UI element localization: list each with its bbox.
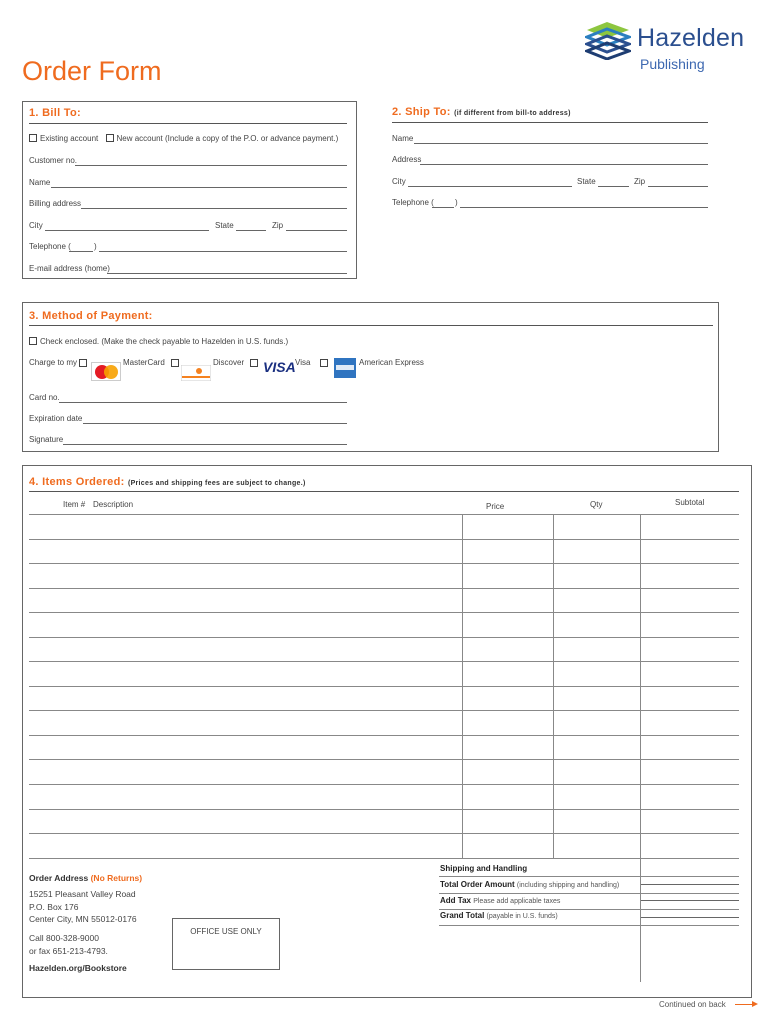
ship-state-label: State bbox=[577, 177, 596, 186]
new-account-checkbox[interactable] bbox=[106, 134, 114, 142]
shipping-label: Shipping and Handling bbox=[440, 864, 528, 873]
ship-telephone-label: Telephone ( bbox=[392, 198, 434, 207]
order-address-head: Order Address (No Returns) bbox=[29, 873, 143, 883]
discover-checkbox[interactable] bbox=[171, 359, 179, 367]
bill-state-label: State bbox=[215, 221, 234, 230]
table-row[interactable] bbox=[29, 539, 739, 540]
ship-city-label: City bbox=[392, 177, 406, 186]
bill-city-label: City bbox=[29, 221, 43, 230]
amex-label: American Express bbox=[359, 358, 424, 367]
table-row[interactable] bbox=[29, 809, 739, 810]
ship-city-field[interactable] bbox=[408, 186, 572, 187]
mastercard-label: MasterCard bbox=[123, 358, 165, 367]
ship-name-label: Name bbox=[392, 134, 414, 143]
amex-checkbox[interactable] bbox=[320, 359, 328, 367]
hazelden-logo-icon bbox=[585, 20, 631, 60]
expiration-label: Expiration date bbox=[29, 414, 83, 423]
page-title: Order Form bbox=[22, 56, 162, 86]
items-note: (Prices and shipping fees are subject to change.) bbox=[127, 480, 306, 487]
hazelden-logo bbox=[585, 18, 755, 74]
total-label: Total Order Amount (including shipping and handling) bbox=[440, 880, 620, 889]
table-row[interactable] bbox=[29, 637, 739, 638]
table-row[interactable] bbox=[29, 686, 739, 687]
table-row[interactable] bbox=[29, 858, 739, 859]
bill-telephone-label: Telephone ( bbox=[29, 242, 71, 251]
tax-field[interactable] bbox=[641, 917, 739, 918]
col-price: Price bbox=[486, 502, 505, 511]
signature-label: Signature bbox=[29, 435, 64, 444]
table-row[interactable] bbox=[29, 833, 739, 834]
bill-telephone-field[interactable] bbox=[99, 251, 347, 252]
bill-area-code-field[interactable] bbox=[69, 251, 93, 252]
table-row[interactable] bbox=[29, 661, 739, 662]
payment-heading: 3. Method of Payment: bbox=[29, 310, 153, 322]
bill-state-field[interactable] bbox=[236, 230, 266, 231]
bill-name-field[interactable] bbox=[51, 187, 347, 188]
arrow-head-icon bbox=[752, 1001, 758, 1007]
ship-state-field[interactable] bbox=[598, 186, 629, 187]
phone-text: Call 800-328-9000 bbox=[29, 933, 99, 943]
brand-sub: Publishing bbox=[640, 56, 705, 72]
visa-checkbox[interactable] bbox=[250, 359, 258, 367]
table-row[interactable] bbox=[29, 588, 739, 589]
ship-zip-label: Zip bbox=[634, 177, 646, 186]
bill-to-section bbox=[22, 101, 357, 279]
continued-text: Continued on back bbox=[659, 1000, 726, 1009]
table-row[interactable] bbox=[29, 759, 739, 760]
visa-label: Visa bbox=[295, 358, 311, 367]
table-row[interactable] bbox=[29, 735, 739, 736]
bill-to-heading: 1. Bill To: bbox=[29, 107, 81, 119]
col-qty: Qty bbox=[590, 500, 603, 509]
ship-to-heading: 2. Ship To: (if different from bill-to address) bbox=[392, 106, 571, 118]
discover-logo-icon bbox=[181, 365, 211, 381]
existing-account-checkbox[interactable] bbox=[29, 134, 37, 142]
ship-name-field[interactable] bbox=[414, 143, 708, 144]
table-row[interactable] bbox=[29, 563, 739, 564]
ship-address-field[interactable] bbox=[420, 164, 708, 165]
card-no-label: Card no. bbox=[29, 393, 60, 402]
signature-field[interactable] bbox=[63, 444, 347, 445]
brand-name: Hazelden bbox=[637, 24, 745, 52]
billing-address-field[interactable] bbox=[81, 208, 347, 209]
website-link[interactable]: Hazelden.org/Bookstore bbox=[29, 963, 127, 973]
expiration-field[interactable] bbox=[83, 423, 347, 424]
table-row[interactable] bbox=[29, 784, 739, 785]
bill-name-label: Name bbox=[29, 178, 51, 187]
check-enclosed-checkbox[interactable] bbox=[29, 337, 37, 345]
ship-to-note: (if different from bill-to address) bbox=[454, 110, 571, 117]
ship-address-label: Address bbox=[392, 155, 422, 164]
total-field[interactable] bbox=[641, 900, 739, 901]
address-line-1: 15251 Pleasant Valley Road bbox=[29, 889, 136, 899]
email-label: E-mail address (home) bbox=[29, 264, 110, 273]
amex-logo-icon bbox=[334, 358, 356, 378]
new-account-label: New account (Include a copy of the P.O. or advance payment.) bbox=[116, 134, 339, 143]
ship-telephone-field[interactable] bbox=[460, 207, 708, 208]
ship-telephone-close: ) bbox=[455, 198, 458, 207]
mastercard-checkbox[interactable] bbox=[79, 359, 87, 367]
charge-label: Charge to my bbox=[29, 358, 78, 367]
address-line-3: Center City, MN 55012-0176 bbox=[29, 914, 137, 924]
address-line-2: P.O. Box 176 bbox=[29, 902, 79, 912]
check-enclosed-label: Check enclosed. (Make the check payable to Hazelden in U.S. funds.) bbox=[40, 337, 289, 346]
bill-zip-field[interactable] bbox=[286, 230, 347, 231]
office-use-box: OFFICE USE ONLY bbox=[172, 918, 280, 970]
bill-city-field[interactable] bbox=[45, 230, 209, 231]
existing-account-label: Existing account bbox=[40, 134, 99, 143]
bill-zip-label: Zip bbox=[272, 221, 284, 230]
ship-zip-field[interactable] bbox=[648, 186, 708, 187]
billing-address-label: Billing address bbox=[29, 199, 82, 208]
table-row[interactable] bbox=[29, 612, 739, 613]
fax-text: or fax 651-213-4793. bbox=[29, 946, 108, 956]
visa-logo-icon: VISA bbox=[263, 359, 296, 375]
card-no-field[interactable] bbox=[59, 402, 347, 403]
email-field[interactable] bbox=[107, 273, 347, 274]
mastercard-logo-icon bbox=[91, 362, 121, 381]
tax-label: Add Tax Please add applicable taxes bbox=[440, 896, 561, 905]
customer-no-field[interactable] bbox=[75, 165, 347, 166]
col-subtotal: Subtotal bbox=[675, 498, 705, 507]
col-description: Description bbox=[93, 500, 134, 509]
payment-section bbox=[22, 302, 719, 452]
discover-label: Discover bbox=[213, 358, 245, 367]
table-row[interactable] bbox=[29, 514, 739, 515]
items-heading: 4. Items Ordered: (Prices and shipping fees are subject to change.) bbox=[29, 476, 306, 488]
bill-telephone-close: ) bbox=[94, 242, 97, 251]
table-row[interactable] bbox=[29, 710, 739, 711]
grand-total-label: Grand Total (payable in U.S. funds) bbox=[440, 911, 558, 920]
customer-no-label: Customer no. bbox=[29, 156, 78, 165]
ship-area-code-field[interactable] bbox=[432, 207, 454, 208]
shipping-field[interactable] bbox=[641, 884, 739, 885]
col-item: Item # bbox=[63, 500, 86, 509]
